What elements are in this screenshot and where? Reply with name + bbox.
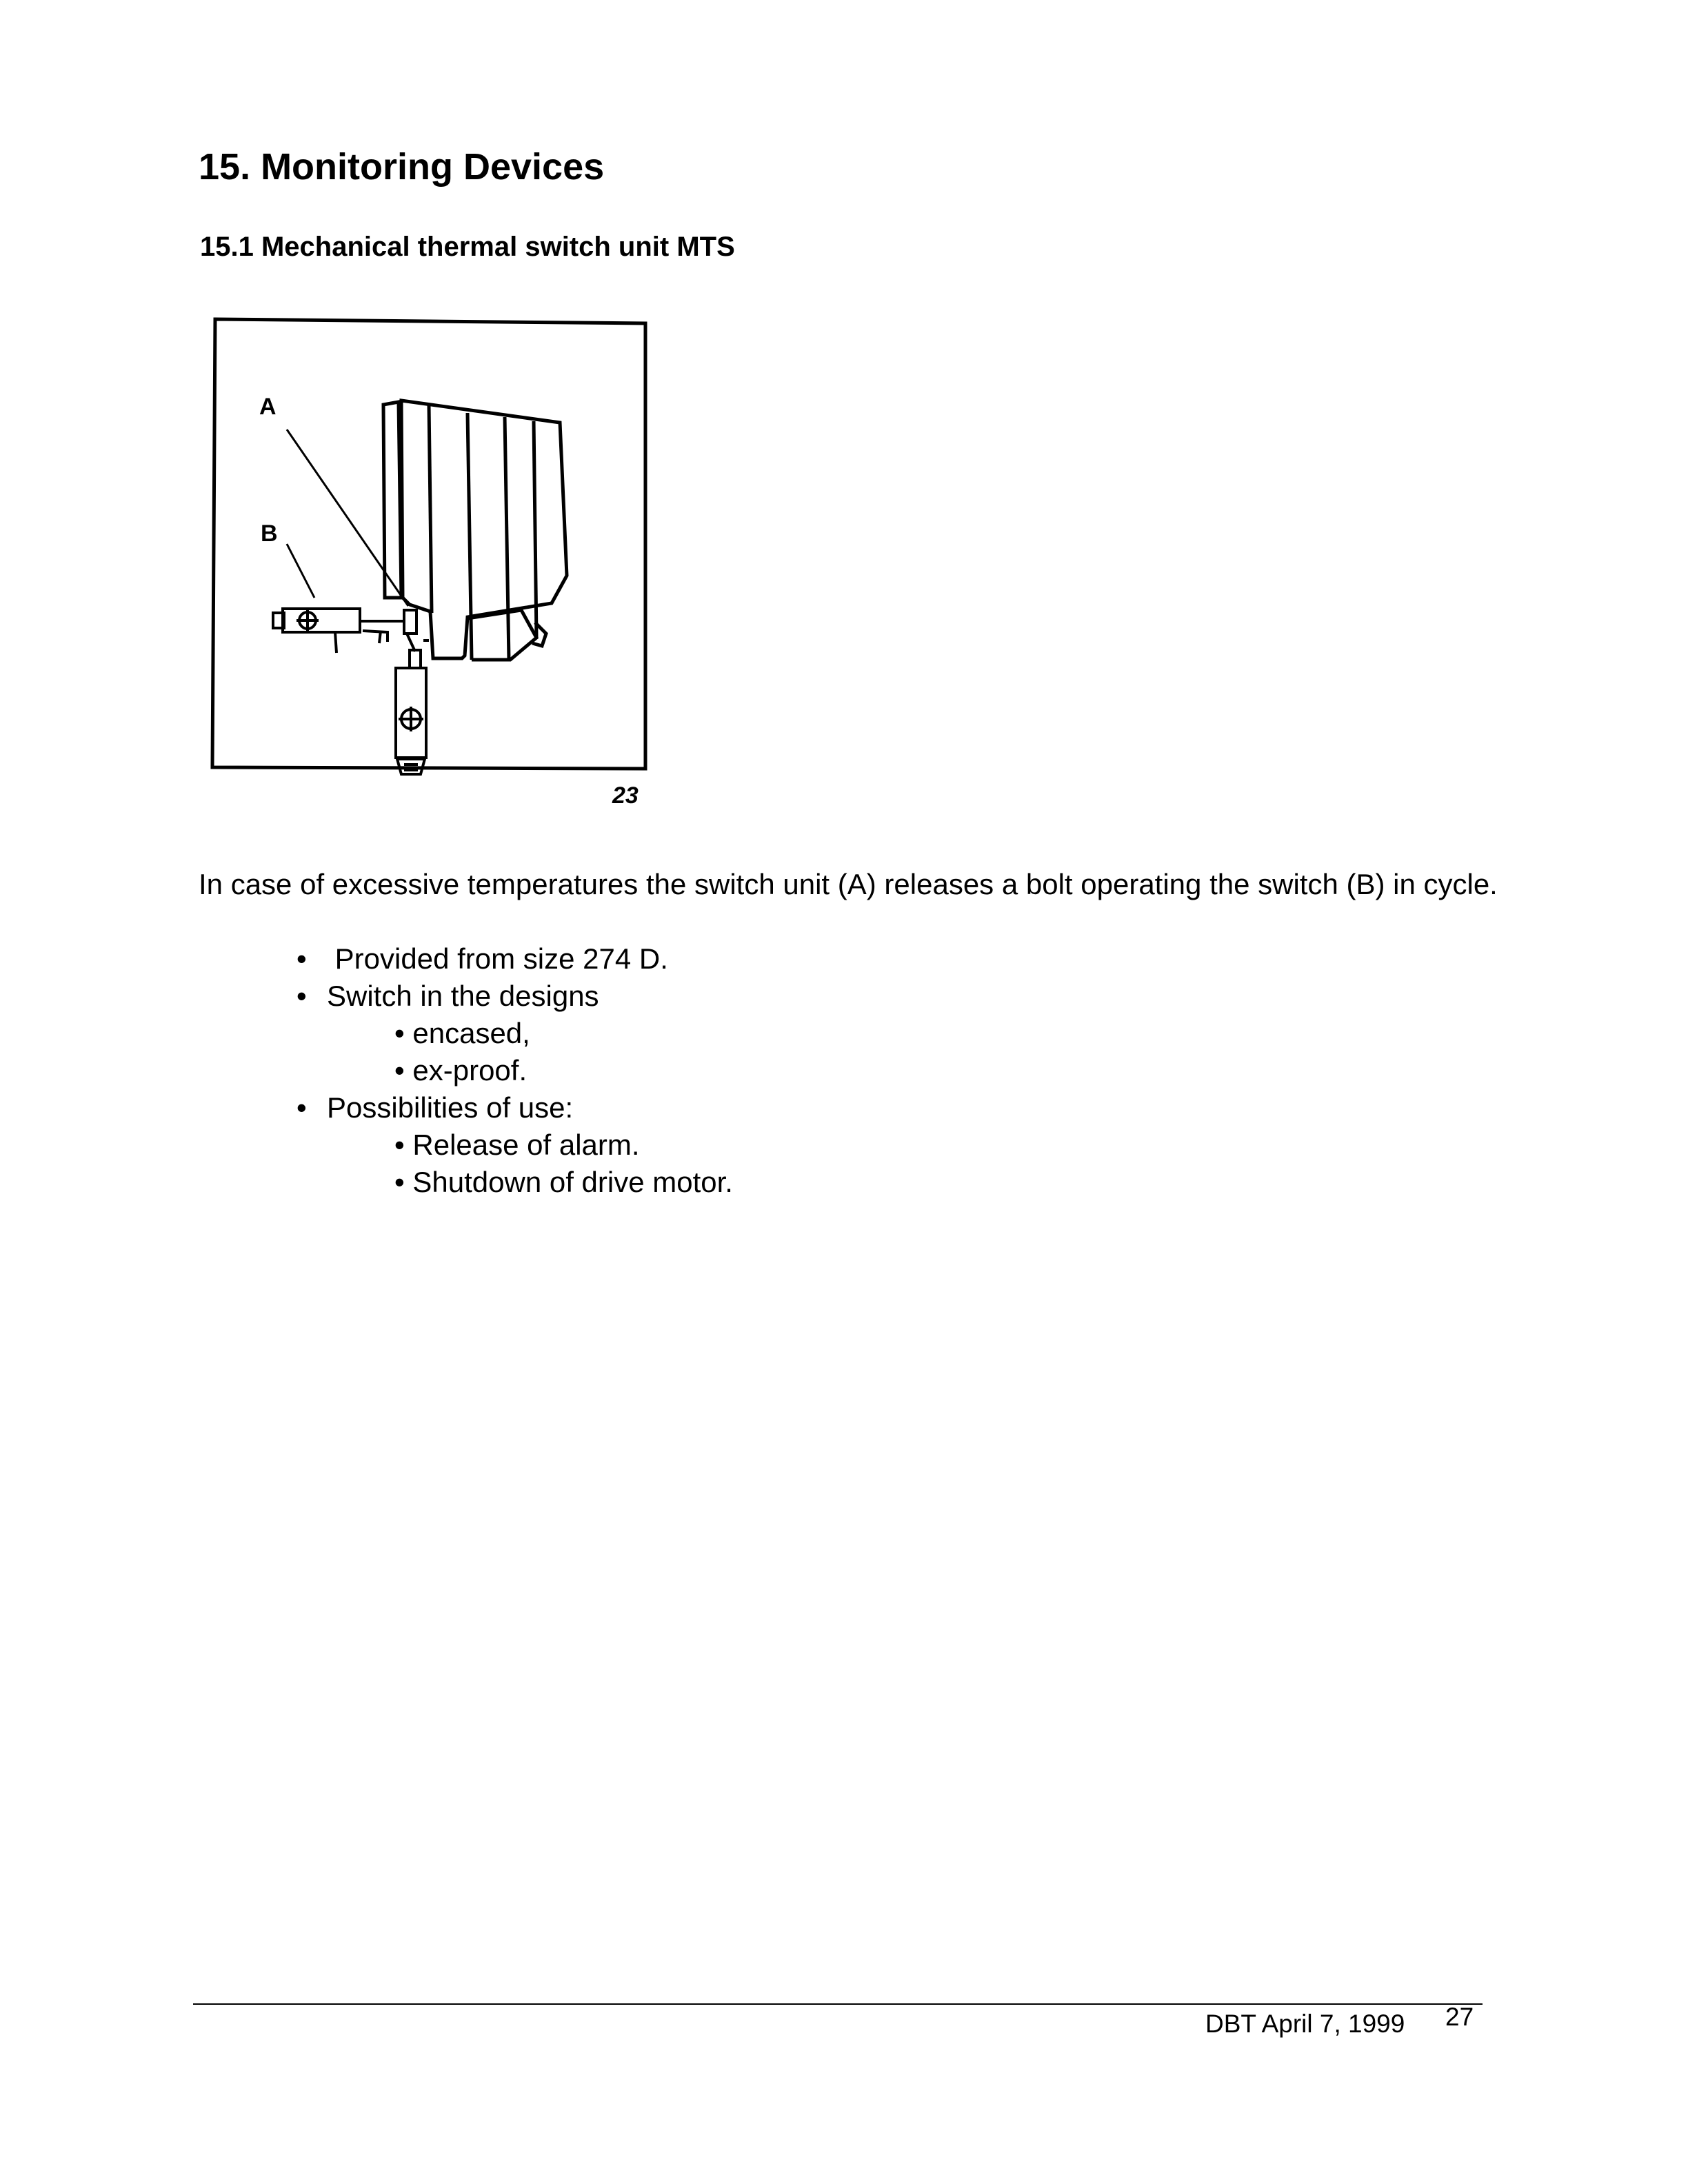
footer-text: DBT April 7, 1999	[1205, 2010, 1405, 2038]
leader-line-b	[287, 544, 314, 598]
bullet-list	[199, 940, 1509, 1201]
page-number: 27	[1445, 2003, 1474, 2031]
switch-unit-a	[396, 668, 426, 774]
list-subitem: • Shutdown of drive motor.	[394, 1166, 733, 1198]
switch-b	[273, 609, 407, 653]
figure-label-b: B	[261, 520, 278, 547]
list-subitem: • encased,	[394, 1017, 530, 1049]
figure-23	[207, 314, 662, 824]
list-item: • Switch in the designs	[297, 980, 599, 1012]
bolt-linkage	[404, 610, 429, 669]
section-title: 15.1 Mechanical thermal switch unit MTS	[200, 232, 735, 262]
list-subitem: • ex-proof.	[394, 1054, 528, 1086]
list-subitem: • Release of alarm.	[394, 1129, 640, 1161]
list-item: • Provided from size 274 D.	[297, 942, 668, 975]
page-title: 15. Monitoring Devices	[199, 146, 605, 188]
figure-number: 23	[612, 782, 639, 809]
description-paragraph: In case of excessive temperatures the switch unit (A) releases a bolt operating the switch (B) in cycle.	[199, 868, 1498, 900]
list-item: • Possibilities of use:	[297, 1091, 574, 1124]
figure-label-a: A	[259, 394, 277, 420]
footer-divider	[193, 2003, 1483, 2005]
